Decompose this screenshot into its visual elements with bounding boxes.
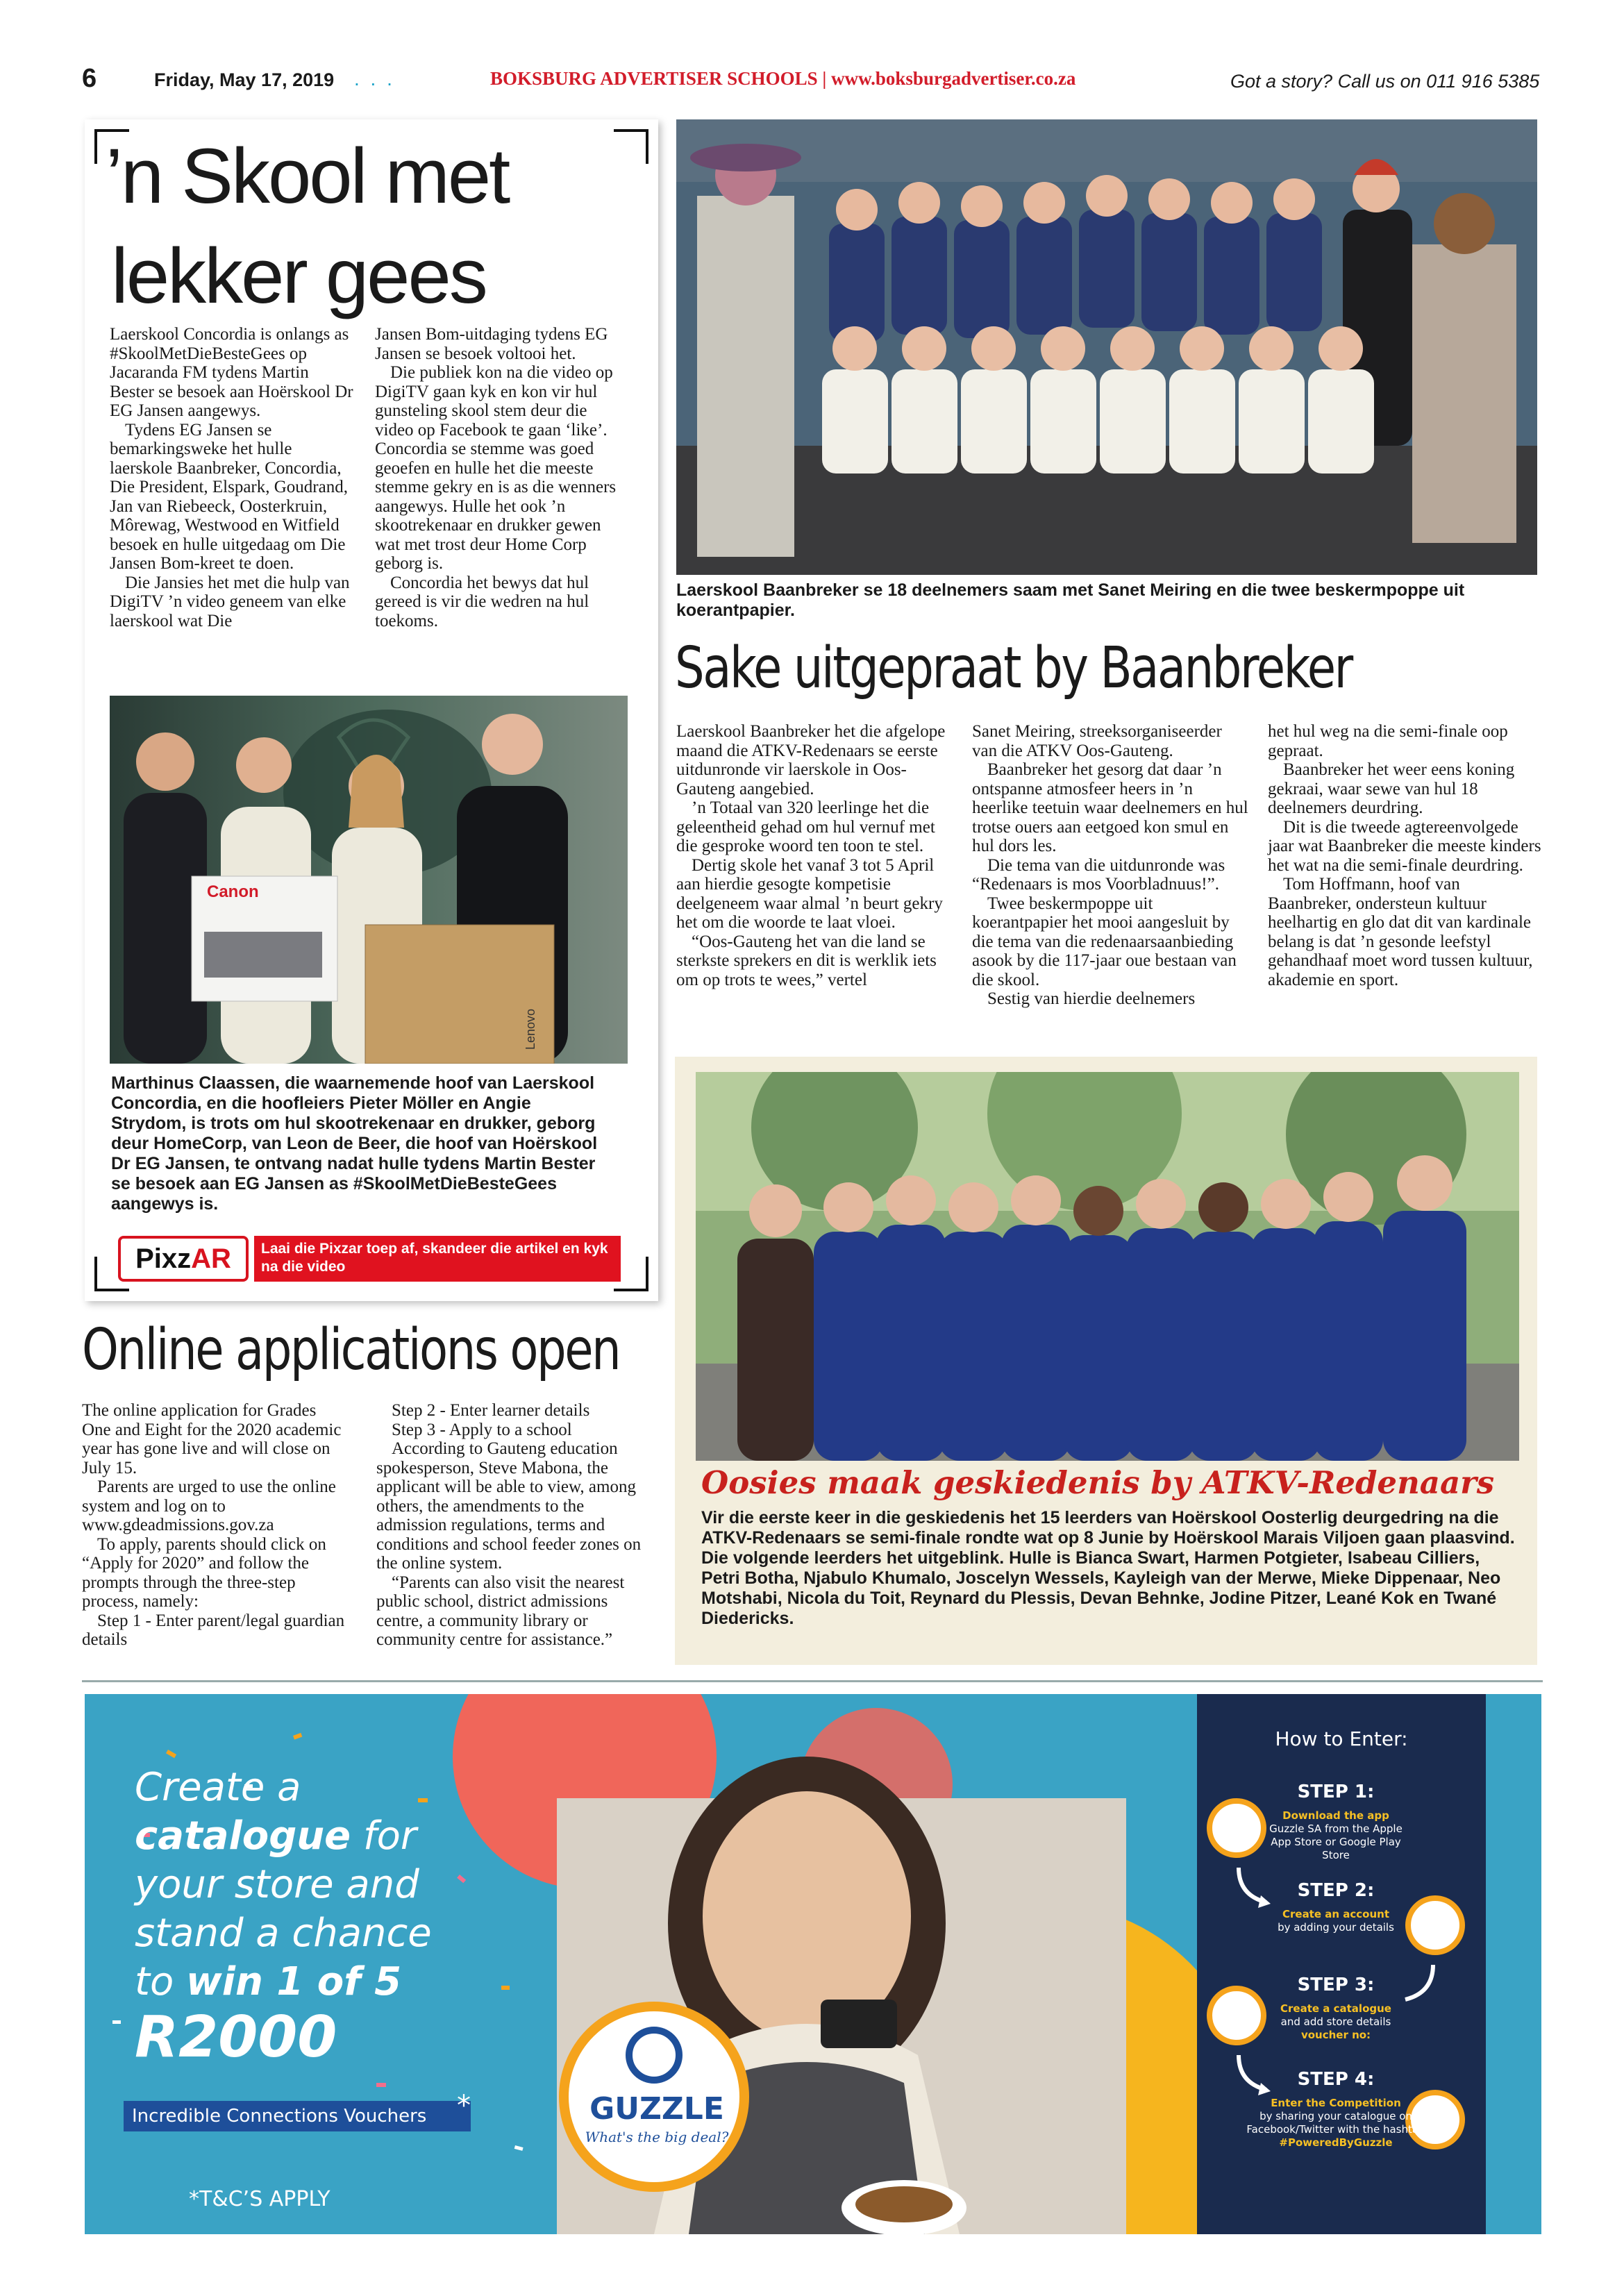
page-number: 6 bbox=[82, 64, 97, 93]
photo-baanbreker-group bbox=[676, 119, 1537, 575]
paragraph: Step 1 - Enter parent/legal guardian details bbox=[82, 1611, 345, 1649]
paragraph: Laerskool Concordia is onlangs as #SkoolMetDieBesteGees op Jacaranda FM tydens Martin Bester se besoek aan Hoërskool Dr EG Jansen aangewys. bbox=[110, 325, 353, 420]
section-divider bbox=[82, 1680, 1543, 1682]
paragraph: Jansen Bom-uitdaging tydens EG Jansen se besoek voltooi het. bbox=[375, 325, 608, 363]
photo-oosterlig-learners bbox=[696, 1072, 1519, 1461]
photo-illustration bbox=[110, 696, 628, 1064]
ad-prize-amount: R2000 bbox=[135, 2004, 337, 2070]
story2-column-1 bbox=[676, 722, 953, 989]
header-dots: . . . bbox=[354, 68, 395, 90]
masthead[interactable]: BOKSBURG ADVERTISER SCHOOLS | www.boksburgadvertiser.co.za bbox=[490, 68, 1076, 89]
step-2-body: Create an account by adding your details bbox=[1278, 1908, 1394, 1934]
step-4-body: Enter the Competition by sharing your catalogue on Facebook/Twitter with the hashtag #PoweredByGuzzle bbox=[1246, 2097, 1425, 2149]
paragraph: According to Gauteng education spokesperson, Steve Mabona, the applicant will be able to view, among others, the amendments to the admission regulations, terms and conditions and school feeder zones on the online system. bbox=[376, 1439, 642, 1573]
how-to-enter-title: How to Enter: bbox=[1275, 1727, 1408, 1750]
caption-baanbreker: Laerskool Baanbreker se 18 deelnemers saam met Sanet Meiring en die twee beskermpoppe uit koerantpapier. bbox=[676, 580, 1465, 620]
paragraph: Die publiek kon na die video op DigiTV gaan kyk en kon vir hul gunsteling skool stem deur die video op Facebook te gaan ‘like’. Concordia se stemme was goed geoefen en hulle het die meeste stemme gekry en is as die wenners aangewys. Hulle het ook ’n skootrekenaar en drukker gewen wat met trost deur Home Corp geborg is. bbox=[375, 363, 617, 573]
photo-illustration bbox=[676, 119, 1537, 575]
pixzar-instruction: Laai die Pixzar toep af, skandeer die artikel en kyk na die video bbox=[254, 1236, 621, 1282]
step-4-title: STEP 4: bbox=[1297, 2069, 1375, 2090]
step-3-body: Create a catalogue and add store details voucher no: bbox=[1280, 2002, 1391, 2041]
paragraph: To apply, parents should click on “Apply for 2020” and follow the prompts through the three-step process, namely: bbox=[82, 1534, 326, 1611]
corner-mark bbox=[614, 129, 648, 164]
story2-column-2 bbox=[972, 722, 1248, 1009]
story3-column-2 bbox=[376, 1401, 654, 1650]
box-label-lenovo: Lenovo bbox=[524, 1008, 537, 1050]
paragraph: The online application for Grades One and Eight for the 2020 academic year has gone live and will close on July 15. bbox=[82, 1401, 342, 1477]
paragraph: Step 3 - Apply to a school bbox=[392, 1420, 572, 1439]
issue-date: Friday, May 17, 2019 bbox=[154, 69, 335, 90]
paragraph: Sanet Meiring, streeksorganiseerder van die ATKV Oos-Gauteng. bbox=[972, 722, 1222, 760]
paragraph: “Parents can also visit the nearest public school, district admissions centre, a community library or community centre for assistance.” bbox=[376, 1573, 625, 1649]
pixzar-promo[interactable] bbox=[118, 1236, 619, 1283]
paragraph: het hul weg na die semi-finale oop gepraat. bbox=[1268, 722, 1508, 760]
paragraph: ’n Totaal van 320 leerlinge het die geleentheid gehad om hul vernuf met die gesproke woord ten toon te stel. bbox=[676, 798, 935, 855]
headline-oosies: Oosies maak geskiedenis by ATKV-Redenaars bbox=[701, 1464, 1495, 1501]
ad-line-3: your store and bbox=[135, 1862, 419, 1907]
step-arrows bbox=[1197, 1694, 1486, 2234]
headline-online-applications: Online applications open bbox=[82, 1317, 620, 1383]
paragraph: Baanbreker het gesorg dat daar ’n ontspanne atmosfeer heers in ’n heerlike teetuin waar deelnemers en hul trotse ouers aan eetgoed kon smul en hul dors les. bbox=[972, 760, 1248, 855]
plus-icon bbox=[1207, 1986, 1266, 2045]
headline-skool-line2: lekker gees bbox=[111, 233, 486, 319]
box-label-canon: Canon bbox=[207, 882, 259, 901]
guzzle-logo: GUZZLE bbox=[589, 2091, 724, 2127]
caption-oosies: Vir die eerste keer in die geskiedenis het 15 leerders van Hoërskool Oosterlig deurgedring na die ATKV-Redenaars se semi-finale rondte wat op 8 Junie by Hoërskool Marais Viljoen gaan plaasvind. Die volgende leerders het uitgeblink. Hulle is Bianca Swart, Harmen Potgieter, Isabeau Cilliers, Petri Botha, Njabulo Khumalo, Joscelyn Wessels, Kayleigh van der Merwe, Mieke Dippenaar, Neo Motshabi, Nicola du Toit, Reynard du Plessis, Devan Behnke, Jodine Pitzer, Leané Kok en Twané Diedericks. bbox=[701, 1508, 1515, 1628]
ad-voucher-label: Incredible Connections Vouchers bbox=[124, 2101, 471, 2131]
ad-line-4: stand a chance bbox=[135, 1911, 432, 1956]
step-3-title: STEP 3: bbox=[1297, 1975, 1375, 1995]
paragraph: Concordia het bewys dat hul gereed is vir die wedren na hul toekoms. bbox=[375, 573, 589, 630]
paragraph: Tom Hoffmann, hoof van Baanbreker, ondersteun kultuur heelhartig en glo dat dit van kardinale belang is dat ’n gesonde leefstyl gehandhaaf moet word tussen kultuur, akademie en sport. bbox=[1268, 875, 1533, 989]
guzzle-app-icon bbox=[1207, 1798, 1266, 1858]
story1-column-2 bbox=[375, 325, 622, 630]
ad-line-5: to win 1 of 5 bbox=[135, 1959, 402, 2004]
ad-asterisk: * bbox=[457, 2090, 471, 2122]
headline-skool-line1: ’n Skool met bbox=[106, 133, 509, 219]
story-tip-line: Got a story? Call us on 011 916 5385 bbox=[1230, 71, 1540, 92]
paragraph: “Oos-Gauteng het van die land se sterkste sprekers en dit is werklik iets om op trots te wees,” vertel bbox=[676, 932, 937, 989]
photo-illustration bbox=[696, 1072, 1519, 1461]
paragraph: Sestig van hierdie deelnemers bbox=[987, 989, 1196, 1008]
paragraph: Step 2 - Enter learner details bbox=[392, 1401, 590, 1420]
ad-edge-strip bbox=[1486, 1694, 1541, 2234]
plus-icon bbox=[1405, 1895, 1465, 1955]
paragraph: Dertig skole het vanaf 3 tot 5 April aan hierdie gesogte kompetisie deelgeneem waar almal ’n beurt gekry het om die woorde te laat vloei. bbox=[676, 855, 943, 932]
ad-line-1: Create a bbox=[135, 1765, 301, 1810]
story3-column-1 bbox=[82, 1401, 349, 1650]
paragraph: Laerskool Baanbreker het die afgelope maand die ATKV-Redenaars se eerste uitdunronde vir laerskole in Oos-Gauteng aangebied. bbox=[676, 722, 946, 798]
paragraph: Die tema van die uitdunronde was “Redenaars is mos Voorbladnuus!”. bbox=[972, 855, 1225, 894]
paragraph: Baanbreker het weer eens koning gekraai, waar sewe van hul 18 deelnemers deurdring. bbox=[1268, 760, 1515, 817]
step-1-title: STEP 1: bbox=[1297, 1782, 1375, 1802]
step-1-body: Download the app Guzzle SA from the Apple App Store or Google Play Store bbox=[1269, 1809, 1403, 1861]
paragraph: Twee beskermpoppe uit koerantpapier het mooi aangesluit by die tema van die redenaarsaanbieding asook by die 117-jaar oue bestaan van die skool. bbox=[972, 894, 1237, 989]
story1-column-1 bbox=[110, 325, 357, 630]
advert-guzzle[interactable] bbox=[85, 1694, 1541, 2234]
ad-line-2: catalogue for bbox=[135, 1813, 417, 1859]
ad-terms[interactable]: *T&C’S APPLY bbox=[189, 2187, 330, 2211]
paragraph: Parents are urged to use the online system and log on to www.gdeadmissions.gov.za bbox=[82, 1477, 336, 1534]
caption-concordia: Marthinus Claassen, die waarnemende hoof van Laerskool Concordia, en die hoofleiers Pieter Möller en Angie Strydom, is trots om hul skootrekenaar en drukker, geborg deur HomeCorp, van Leon de Beer, die hoof van Hoërskool Dr EG Jansen, te ontvang nadat hulle tydens Martin Bester se besoek aan EG Jansen as #SkoolMetDieBesteGees aangewys is. bbox=[111, 1073, 598, 1214]
guzzle-tagline: What's the big deal? bbox=[585, 2129, 729, 2145]
headline-baanbreker: Sake uitgepraat by Baanbreker bbox=[675, 635, 1352, 701]
story2-column-3 bbox=[1268, 722, 1543, 989]
photo-concordia-prize bbox=[110, 696, 628, 1064]
step-2-title: STEP 2: bbox=[1297, 1880, 1375, 1901]
how-to-enter-panel bbox=[1197, 1694, 1486, 2234]
paragraph: Die Jansies het met die hulp van DigiTV ’n video geneem van elke laerskool wat Die bbox=[110, 573, 350, 630]
paragraph: Tydens EG Jansen se bemarkingsweke het hulle laerskole Baanbreker, Concordia, Die President, Elspark, Goudrand, Jan van Riebeeck, Oosterkruin, Môrewag, Westwood en Witfield besoek en hulle uitgedaag om Die Jansen Bom-kreet te doen. bbox=[110, 420, 348, 573]
pixzar-logo: PixzAR bbox=[118, 1236, 249, 1282]
paragraph: Dit is die tweede agtereenvolgede jaar wat Baanbreker die meeste kinders het wat na die semi-finale deurdring. bbox=[1268, 817, 1541, 875]
